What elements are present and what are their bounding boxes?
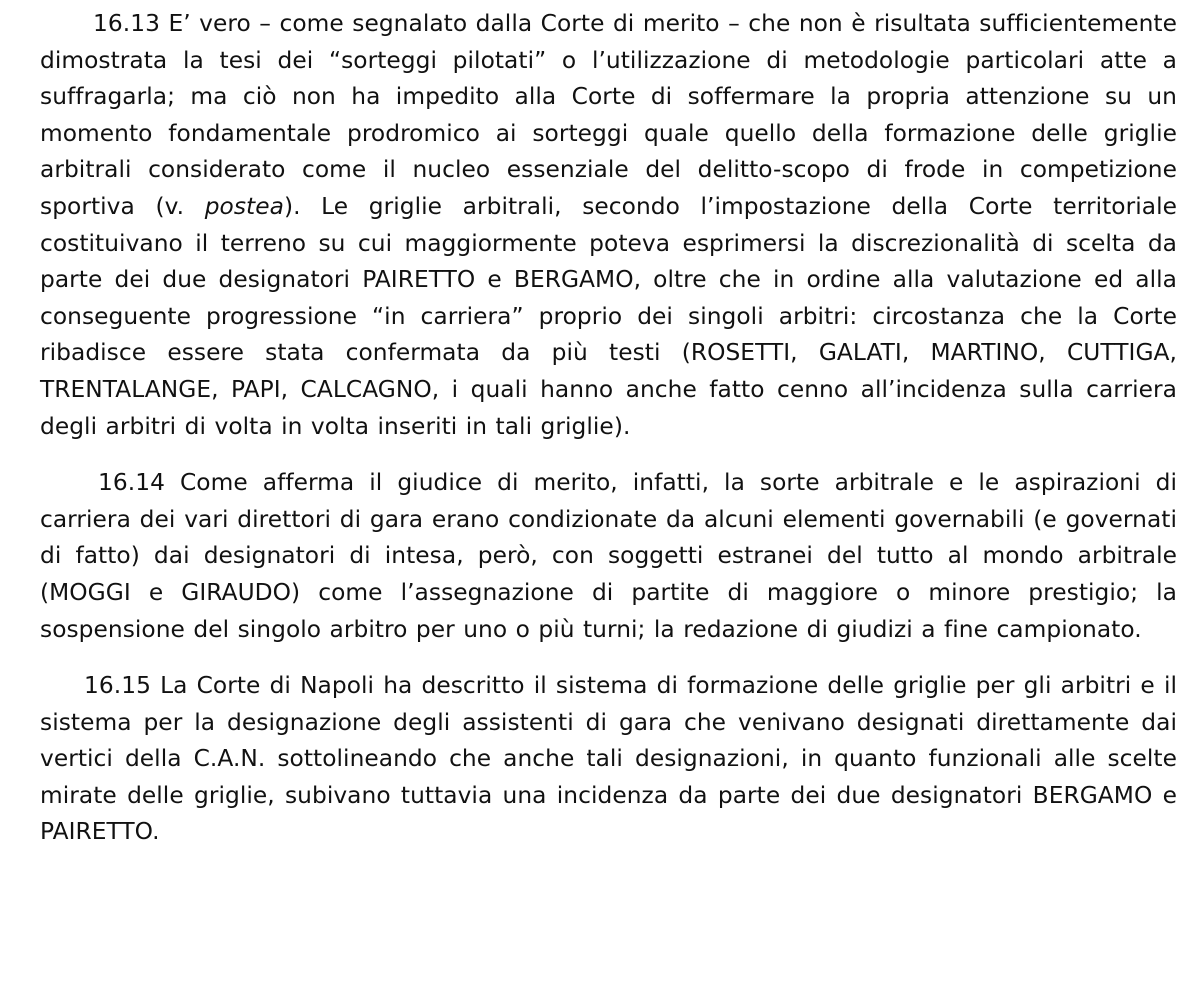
paragraph-text: La Corte di Napoli ha descritto il sistema di formazione delle griglie per gli arbitri e il sistema per la designazione degli assistenti di gara che venivano designati direttamente dai vertici della C.A.N. sottolineando che anche tali designazioni, in quanto funzionali alle scelte mirate delle griglie, subivano tuttavia una incidenza da parte dei due designatori BERGAMO e PAIRETTO.	[40, 672, 1177, 846]
paragraph-16-14	[40, 465, 1177, 648]
paragraph-16-13	[40, 6, 1177, 445]
paragraph-italic-text: postea	[204, 192, 284, 220]
paragraph-text: Come afferma il giudice di merito, infatti, la sorte arbitrale e le aspirazioni di carriera dei vari direttori di gara erano condizionate da alcuni elementi governabili (e governati di fatto) dai designatori di intesa, però, con soggetti estranei del tutto al mondo arbitrale (MOGGI e GIRAUDO) come l’assegnazione di partite di maggiore o minore prestigio; la sospensione del singolo arbitro per uno o più turni; la redazione di giudizi a fine campionato.	[40, 469, 1177, 643]
paragraph-number: 16.14	[98, 469, 165, 497]
paragraph-16-15	[40, 668, 1177, 851]
paragraph-text-continued: ). Le griglie arbitrali, secondo l’impostazione della Corte territoriale costituivano il terreno su cui maggiormente poteva esprimersi la discrezionalità di scelta da parte dei due designatori PAIRETTO e BERGAMO, oltre che in ordine alla valutazione ed alla conseguente progressione “in carriera” proprio dei singoli arbitri: circostanza che la Corte ribadisce essere stata confermata da più testi (ROSETTI, GALATI, MARTINO, CUTTIGA, TRENTALANGE, PAPI, CALCAGNO, i quali hanno anche fatto cenno all’incidenza sulla carriera degli arbitri di volta in volta inseriti in tali griglie).	[40, 192, 1177, 440]
paragraph-number: 16.15	[84, 672, 151, 700]
paragraph-text: E’ vero – come segnalato dalla Corte di merito – che non è risultata sufficientemente dimostrata la tesi dei “sorteggi pilotati” o l’utilizzazione di metodologie particolari atte a suffragarla; ma ciò non ha impedito alla Corte di soffermare la propria attenzione su un momento fondamentale prodromico ai sorteggi quale quello della formazione delle griglie arbitrali considerato come il nucleo essenziale del delitto-scopo di frode in competizione sportiva (v.	[40, 10, 1177, 220]
document-page	[40, 6, 1177, 851]
paragraph-number: 16.13	[93, 10, 160, 37]
